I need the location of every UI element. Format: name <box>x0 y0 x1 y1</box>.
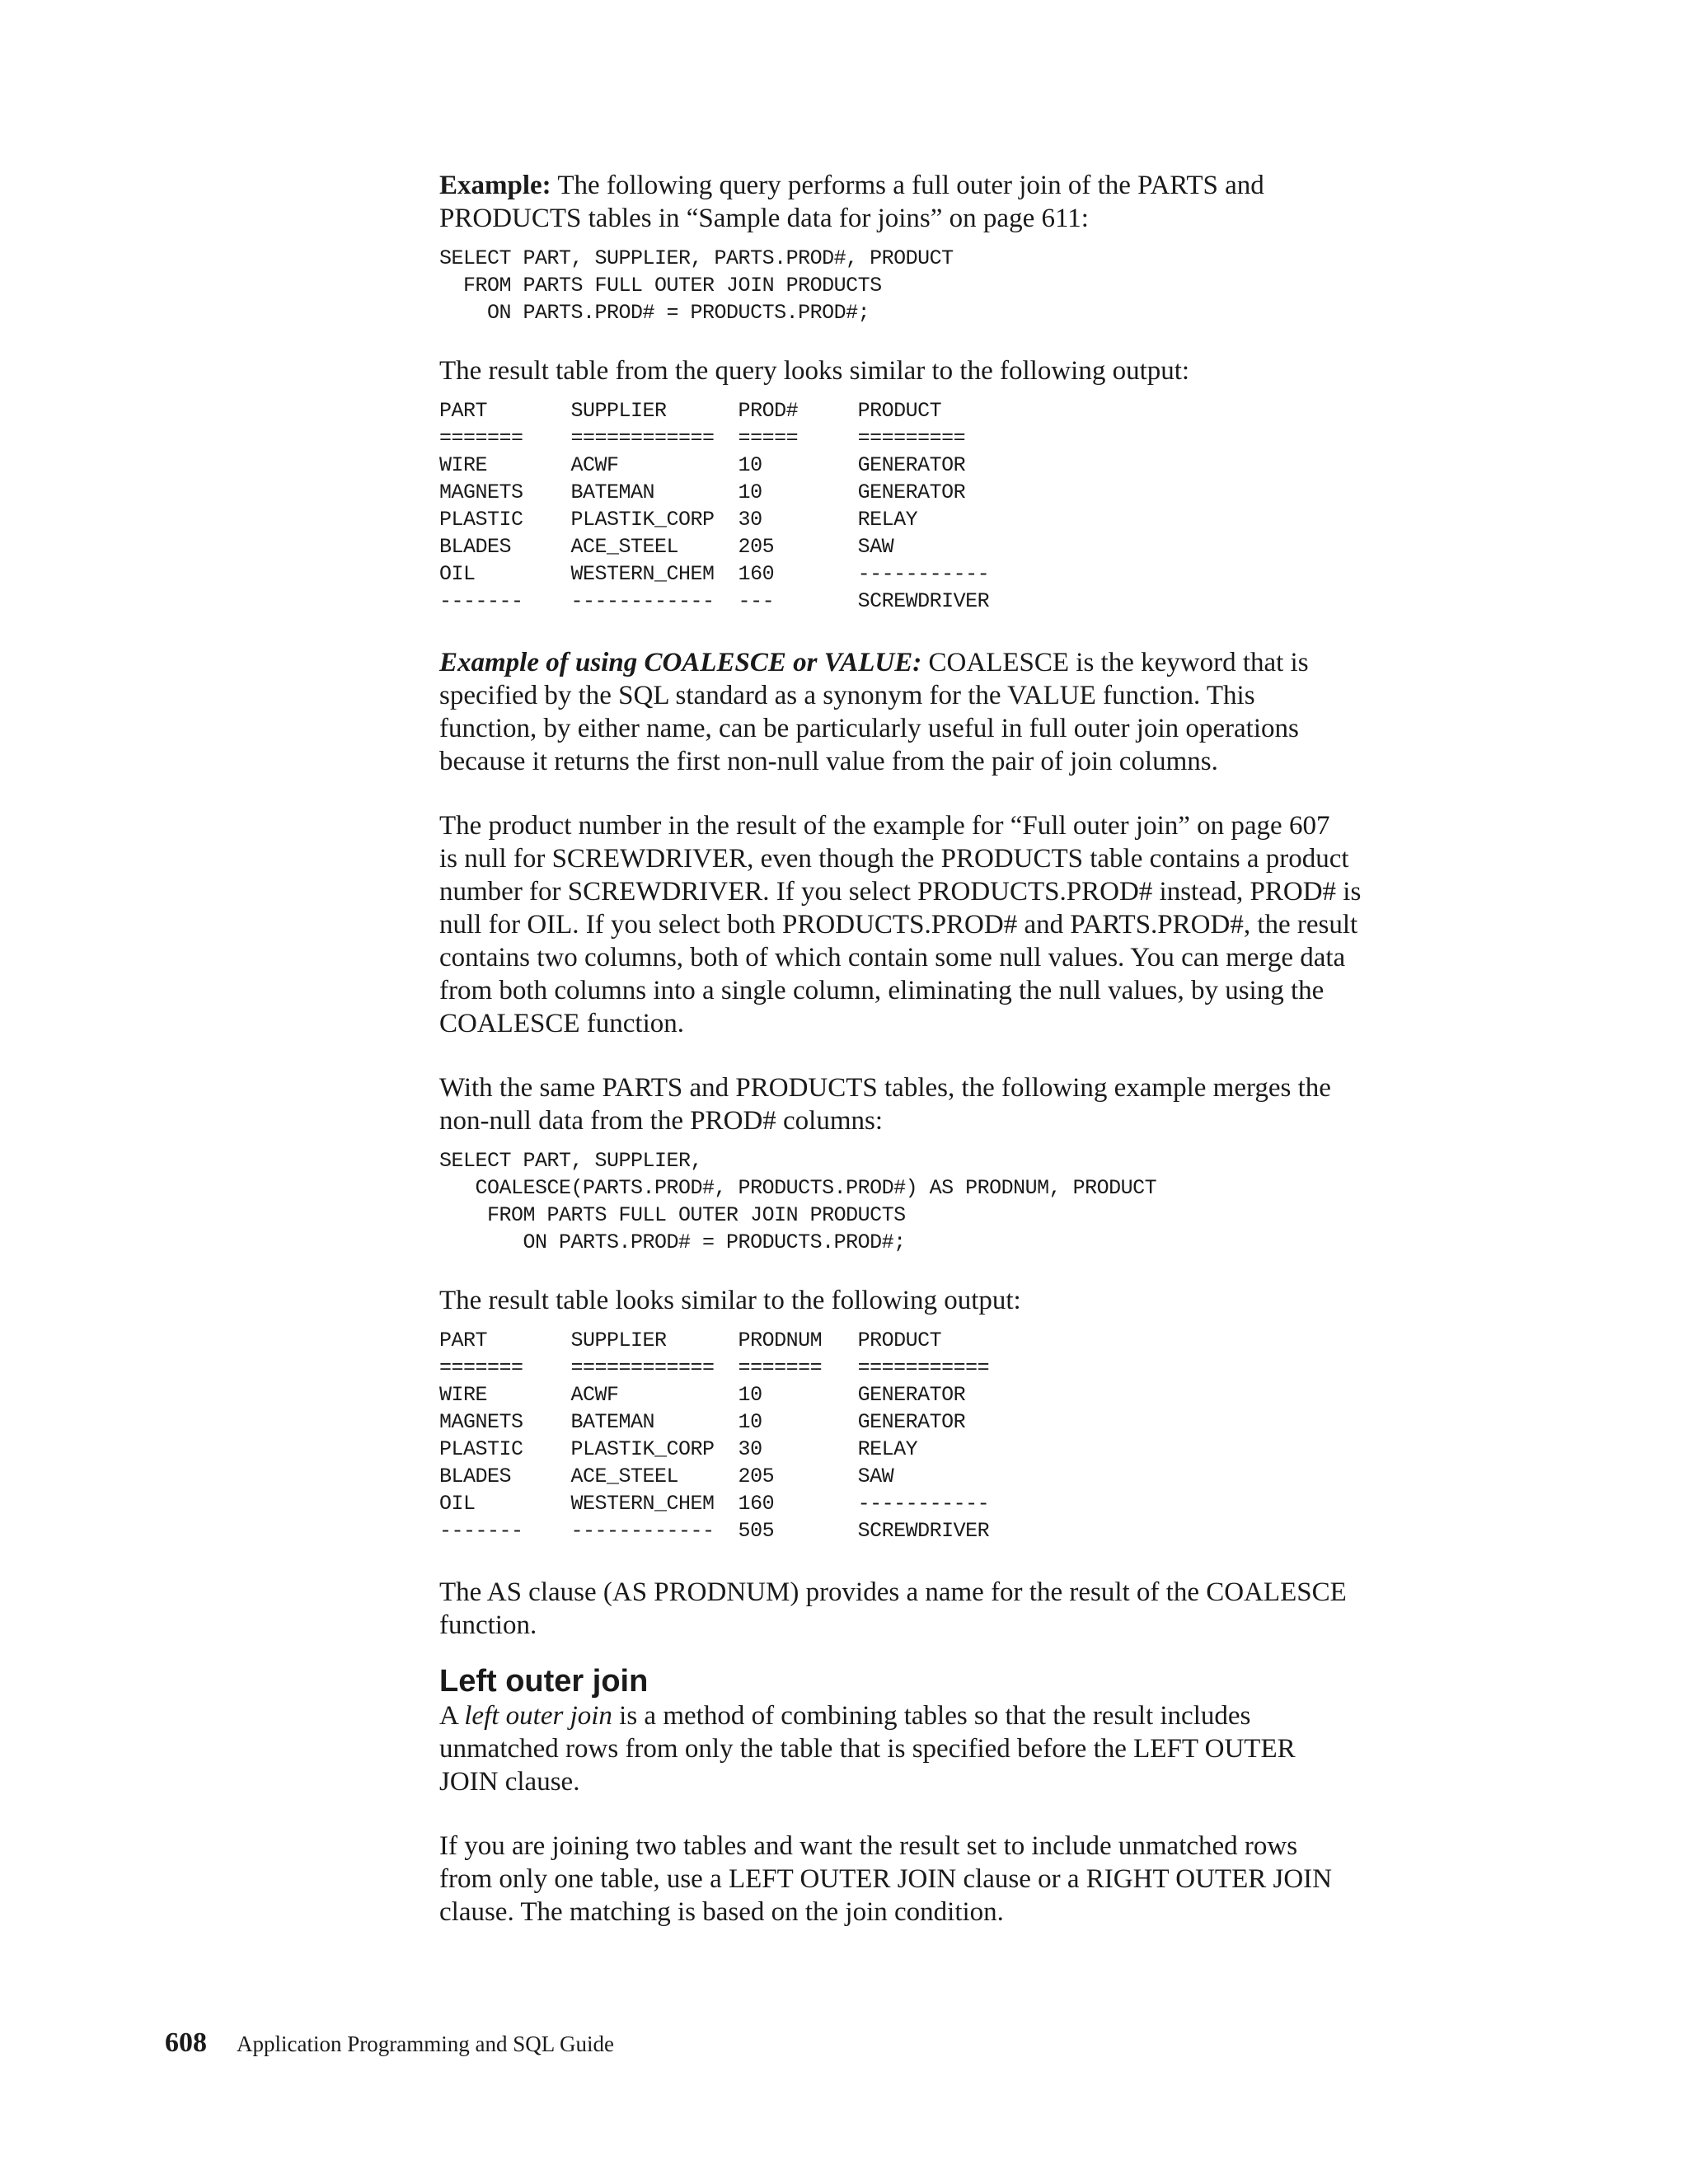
book-title: Application Programming and SQL Guide <box>237 2032 614 2056</box>
example-intro-text: The following query performs a full outer join of the PARTS and PRODUCTS tables in “Sample data for joins” on page 611: <box>439 171 1264 233</box>
result-intro-1: The result table from the query looks similar to the following output: <box>439 356 1190 386</box>
result-intro-2: The result table looks similar to the following output: <box>439 1286 1021 1315</box>
left-outer-join-term: left outer join <box>464 1701 612 1731</box>
coalesce-label: Example of using COALESCE or VALUE: <box>439 648 922 677</box>
left-outer-join-definition <box>439 1699 1478 1798</box>
definition-text-end: is a method of combining tables so that the result includes unmatched rows from only the table that is specified before the LEFT OUTER JOIN clause. <box>439 1701 1296 1797</box>
page-number: 608 <box>165 2027 207 2058</box>
example-label: Example: <box>439 171 551 200</box>
result-table-2: PART SUPPLIER PRODNUM PRODUCT ======= ============ ======= =========== WIRE ACWF 10 GENERATOR MAGNETS BATEMAN 10 GENERATOR PLASTIC PLASTIK_CORP 30 RELAY BLADES ACE_STEEL 205 SAW OIL WESTERN_CHEM 160 ----------- ------- ------------ 505 SCREWDRIVER <box>439 1329 990 1543</box>
joining-tables-paragraph: If you are joining two tables and want the result set to include unmatched rows from only one table, use a LEFT OUTER JOIN clause or a RIGHT OUTER JOIN clause. The matching is based on the join condition. <box>439 1831 1332 1927</box>
page-content <box>439 169 1478 1929</box>
section-heading-left-outer-join: Left outer join <box>439 1664 649 1699</box>
coalesce-intro-text: COALESCE is the keyword that is specified by the SQL standard as a synonym for the VALUE function. This function, by either name, can be particularly useful in full outer join operations because it returns the first non-null value from the pair of join columns. <box>439 648 1309 776</box>
as-clause-paragraph: The AS clause (AS PRODNUM) provides a name for the result of the COALESCE function. <box>439 1577 1347 1640</box>
product-number-paragraph: The product number in the result of the example for “Full outer join” on page 607 is null for SCREWDRIVER, even though the PRODUCTS table contains a product number for SCREWDRIVER. If you select PRODUCTS.PROD# instead, PROD# is null for OIL. If you select both PRODUCTS.PROD# and PARTS.PROD#, the result contains two columns, both of which contain some null values. You can merge data from both columns into a single column, eliminating the null values, by using the COALESCE function. <box>439 811 1362 1038</box>
definition-text-start: A <box>439 1701 465 1731</box>
coalesce-query: SELECT PART, SUPPLIER, COALESCE(PARTS.PROD#, PRODUCTS.PROD#) AS PRODNUM, PRODUCT FROM PARTS FULL OUTER JOIN PRODUCTS ON PARTS.PROD# = PRODUCTS.PROD#; <box>439 1149 1157 1254</box>
page-footer <box>165 2027 614 2059</box>
result-table-1: PART SUPPLIER PROD# PRODUCT ======= ============ ===== ========= WIRE ACWF 10 GENERATOR MAGNETS BATEMAN 10 GENERATOR PLASTIC PLASTIK_CORP 30 RELAY BLADES ACE_STEEL 205 SAW OIL WESTERN_CHEM 160 ----------- ------- ------------ --- SCREWDRIVER <box>439 399 990 613</box>
coalesce-intro <box>439 646 1478 778</box>
full-outer-join-query: SELECT PART, SUPPLIER, PARTS.PROD#, PRODUCT FROM PARTS FULL OUTER JOIN PRODUCTS ON PARTS.PROD# = PRODUCTS.PROD#; <box>439 246 954 325</box>
example-full-outer-join-intro <box>439 169 1478 235</box>
merge-example-paragraph: With the same PARTS and PRODUCTS tables, the following example merges the non-null data from the PROD# columns: <box>439 1073 1331 1136</box>
